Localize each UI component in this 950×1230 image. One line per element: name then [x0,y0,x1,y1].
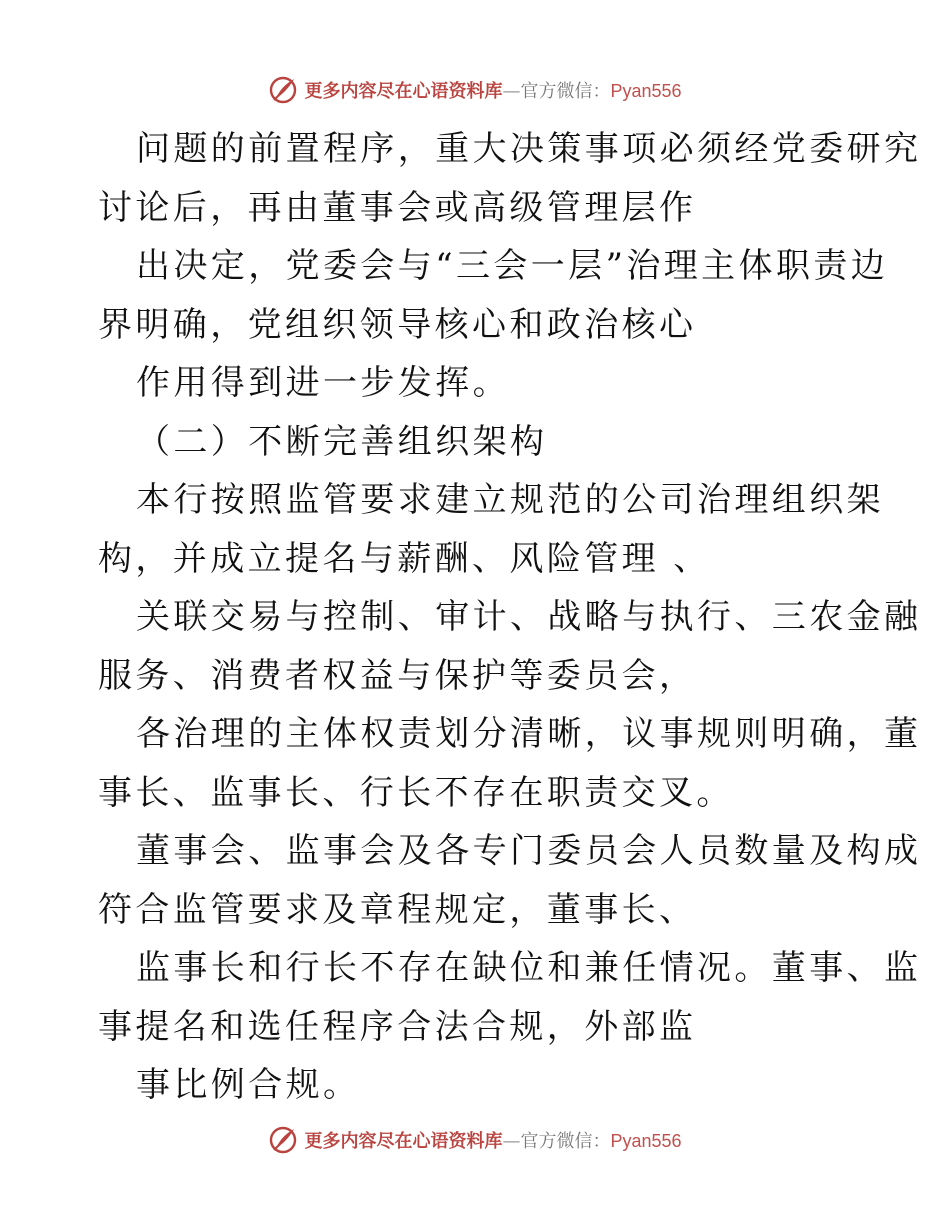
watermark-main-text: 更多内容尽在心语资料库 [304,1131,503,1152]
footer-watermark-banner [0,1120,950,1160]
section-heading: （二）不断完善组织架构 [136,421,548,462]
paragraph-line: 界明确，党组织领导核心和政治核心 [98,304,697,345]
paragraph-line: 符合监管要求及章程规定，董事长、 [98,889,697,930]
paragraph-line: 董事会、监事会及各专门委员会人员数量及构成 [136,831,922,871]
paragraph-line: 事提名和选任程序合法合规，外部监 [98,1006,697,1047]
paragraph-line: 讨论后，再由董事会或高级管理层作 [98,187,697,228]
paragraph-line: 事比例合规。 [136,1065,361,1105]
paragraph-line: 本行按照监管要求建立规范的公司治理组织架 [136,480,884,520]
paragraph-line: 服务、消费者权益与保护等委员会， [98,655,697,696]
watermark-wechat-id: Pyan556 [610,1131,682,1151]
paragraph-line: 作用得到进一步发挥。 [136,363,510,403]
paragraph-line: 构，并成立提名与薪酬、风险管理 、 [98,538,711,579]
watermark-text [304,77,681,103]
paragraph-line: 事长、监事长、行长不存在职责交叉。 [98,772,734,813]
paragraph-line: 监事长和行长不存在缺位和兼任情况。董事、监 [136,948,922,988]
watermark-wechat-id: Pyan556 [610,81,682,101]
paragraph-line: 关联交易与控制、审计、战略与执行、三农金融 [136,597,922,637]
feather-pen-logo-icon [268,1125,298,1155]
paragraph-line: 问题的前置程序，重大决策事项必须经党委研究 [136,129,922,169]
watermark-dash: — [502,81,521,102]
paragraph-line: 各治理的主体权责划分清晰，议事规则明确，董 [136,714,922,754]
watermark-dash: — [502,1131,521,1152]
watermark-main-text: 更多内容尽在心语资料库 [304,81,503,102]
paragraph-line: 出决定，党委会与“三会一层”治理主体职责边 [136,246,889,286]
document-body [98,120,922,1115]
watermark-text [304,1127,681,1153]
feather-pen-logo-icon [268,75,298,105]
watermark-wechat-label: 官方微信： [520,1131,611,1152]
header-watermark-banner [0,70,950,110]
watermark-wechat-label: 官方微信： [520,81,611,102]
